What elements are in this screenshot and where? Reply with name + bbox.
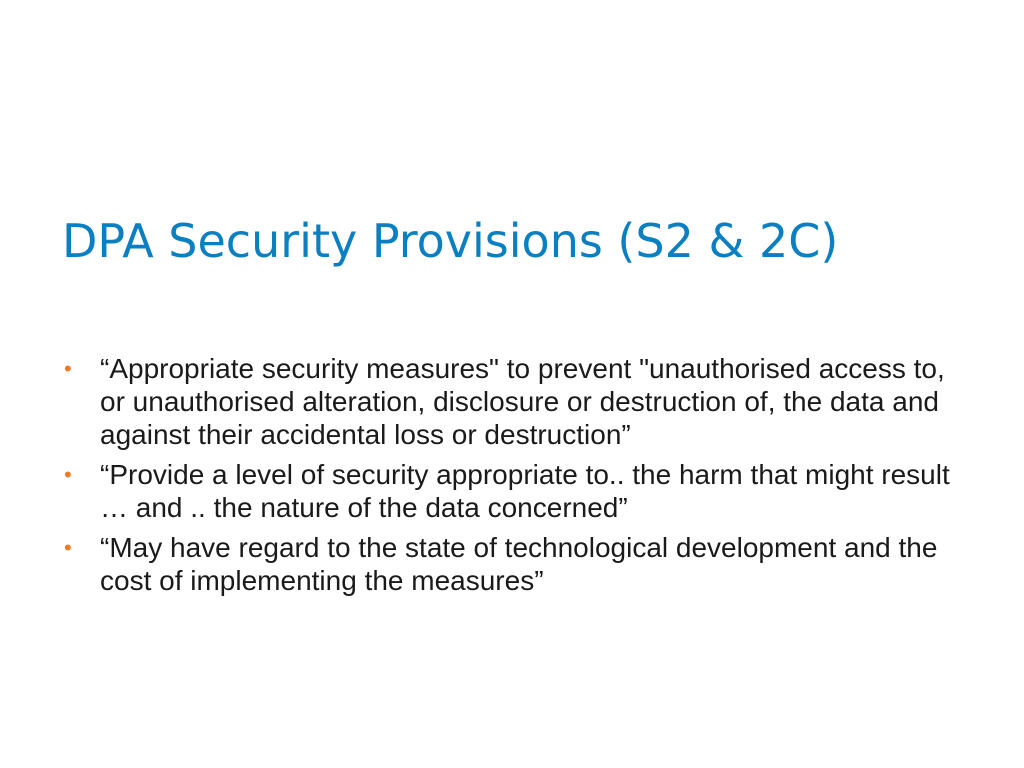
- bullet-text: “May have regard to the state of technological development and the cost of implementing the measures”: [100, 532, 938, 596]
- bullet-item: [62, 531, 962, 597]
- bullet-text: “Provide a level of security appropriate to.. the harm that might result … and .. the nature of the data concerned”: [100, 459, 950, 523]
- bullet-list: [62, 352, 962, 604]
- bullet-dot-icon: •: [64, 462, 72, 487]
- slide-title: DPA Security Provisions (S2 & 2C): [62, 214, 839, 268]
- bullet-item: [62, 352, 962, 451]
- bullet-text: “Appropriate security measures" to prevent "unauthorised access to, or unauthorised alteration, disclosure or destruction of, the data and against their accidental loss or destruction”: [100, 353, 945, 450]
- bullet-item: [62, 458, 962, 524]
- bullet-dot-icon: •: [64, 356, 72, 381]
- bullet-dot-icon: •: [64, 535, 72, 560]
